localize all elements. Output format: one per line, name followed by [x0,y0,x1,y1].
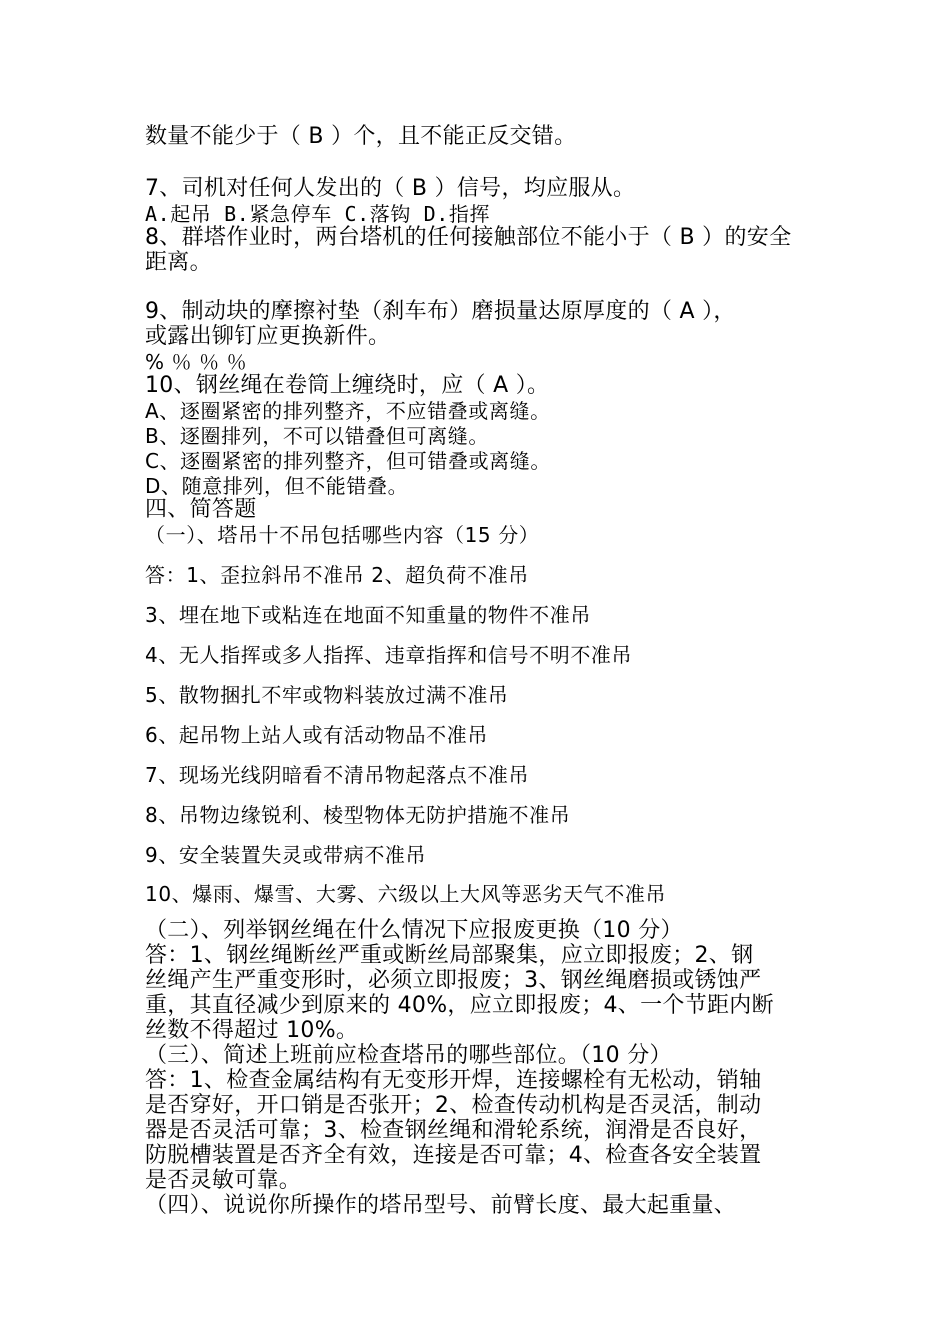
subsection-4-heading: （四）、说说你所操作的塔吊型号、前臂长度、最大起重量、 [145,1193,737,1218]
answer-1-item-8: 8、吊物边缘锐利、棱型物体无防护措施不准吊 [145,803,571,827]
answer-1-item-1-2: 答：1、歪拉斜吊不准吊 2、超负荷不准吊 [145,563,529,587]
answer-2-line-1: 答：1、钢丝绳断丝严重或断丝局部聚集，应立即报废；2、钢 [145,943,754,968]
answer-2-line-4: 丝数不得超过 10%。 [145,1018,359,1043]
answer-1-item-4: 4、无人指挥或多人指挥、违章指挥和信号不明不准吊 [145,643,633,667]
question-10-option-c: C、逐圈紧密的排列整齐，但可错叠或离缝。 [145,449,551,473]
answer-3-line-1: 答：1、检查金属结构有无变形开焊，连接螺栓有无松动，销轴 [145,1068,762,1093]
answer-1-item-6: 6、起吊物上站人或有活动物品不准吊 [145,723,488,747]
section-heading: 四、简答题 [145,497,257,522]
text-line: 数量不能少于（ B ）个，且不能正反交错。 [145,124,577,149]
question-8-cont: 距离。 [145,250,212,275]
answer-1-item-9: 9、安全装置失灵或带病不准吊 [145,843,427,867]
subsection-2-heading: （二）、列举钢丝绳在什么情况下应报废更换（10 分） [145,918,683,943]
question-10-option-a: A、逐圈紧密的排列整齐，不应错叠或离缝。 [145,399,551,423]
question-9-options: % ％ ％ ％ [145,350,248,374]
subsection-3-heading: （三）、简述上班前应检查塔吊的哪些部位。（10 分） [145,1043,672,1068]
question-8: 8、群塔作业时，两台塔机的任何接触部位不能小于（ B ）的安全 [145,225,792,250]
question-10-option-d: D、随意排列，但不能错叠。 [145,474,409,498]
answer-2-line-2: 丝绳产生严重变形时，必须立即报废；3、钢丝绳磨损或锈蚀严 [145,968,762,993]
answer-1-item-5: 5、散物捆扎不牢或物料装放过满不准吊 [145,683,509,707]
answer-3-line-5: 是否灵敏可靠。 [145,1168,302,1193]
subsection-1-heading: （一）、塔吊十不吊包括哪些内容（15 分） [145,523,540,547]
answer-1-item-7: 7、现场光线阴暗看不清吊物起落点不准吊 [145,763,530,787]
question-10: 10、钢丝绳在卷筒上缠绕时，应（ A ）。 [145,373,550,398]
answer-3-line-3: 器是否灵活可靠；3、检查钢丝绳和滑轮系统，润滑是否良好， [145,1118,762,1143]
answer-2-line-3: 重，其直径减少到原来的 40%，应立即报废；4、一个节距内断 [145,993,774,1018]
answer-3-line-4: 防脱槽装置是否齐全有效，连接是否可靠；4、检查各安全装置 [145,1143,762,1168]
answer-1-item-3: 3、埋在地下或粘连在地面不知重量的物件不准吊 [145,603,591,627]
answer-1-item-10: 10、爆雨、爆雪、大雾、六级以上大风等恶劣天气不准吊 [145,882,667,906]
question-7-options: A.起吊 B.紧急停车 C.落钩 D.指挥 [145,202,491,226]
question-9: 9、制动块的摩擦衬垫（刹车布）磨损量达原厚度的（ A ）， [145,299,736,324]
question-10-option-b: B、逐圈排列，不可以错叠但可离缝。 [145,424,489,448]
question-7: 7、司机对任何人发出的（ B ）信号，均应服从。 [145,176,636,201]
question-9-cont: 或露出铆钉应更换新件。 [145,324,391,349]
answer-3-line-2: 是否穿好，开口销是否张开；2、检查传动机构是否灵活，制动 [145,1093,762,1118]
